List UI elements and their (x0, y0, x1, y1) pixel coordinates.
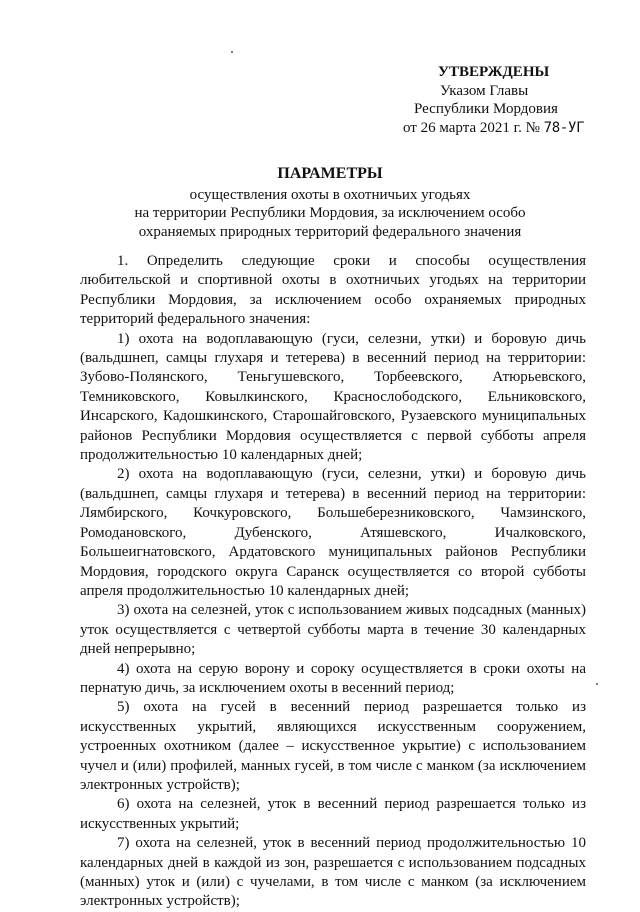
scan-speck (596, 683, 598, 685)
title-subtitle-line: на территории Республики Мордовия, за исключением особо (134, 205, 526, 221)
paragraph: 3) охота на селезней, уток с использованием живых подсадных (манных) уток осуществляется с четвертой субботы марта в течение 30 календарных дней непрерывно; (80, 602, 586, 658)
paragraph: 5) охота на гусей в весенний период разрешается только из искусственных укрытий, являющихся искусственным сооружением, устроенных охотником (далее – искусственное укрытие) с использованием чучел и (или) профилей, манных гусей, в том числе с манком (за исключением электронных устройств); (80, 699, 586, 793)
paragraph: 6) охота на селезней, уток в весенний период разрешается только из искусственных укрытий; (80, 796, 586, 832)
approval-number: 78-УГ (543, 119, 585, 136)
approval-title: УТВЕРЖДЕНЫ (438, 64, 550, 80)
title-subtitle-line: охраняемых природных территорий федерального значения (138, 223, 522, 240)
approval-stamp (396, 63, 626, 137)
title-heading: ПАРАМЕТРЫ (277, 165, 383, 182)
approval-date (396, 119, 626, 138)
document-body (80, 252, 586, 912)
approval-date-text: от 26 марта 2021 г. № (403, 119, 540, 136)
paragraph: 1. Определить следующие сроки и способы осуществления любительской и спортивной охоты в охотничьих угодьях на территории Республики Мордовия, за исключением особо охраняемых природных территорий федерального значения: (80, 253, 586, 328)
approval-decree: Указом Главы (440, 82, 529, 99)
paragraph: 7) охота на селезней, уток в весенний период продолжительностью 10 календарных дней в каждой из зон, разрешается с использованием подсадных (манных) уток и (или) с чучелами, в том числе с манком (за исключением электронных устройств); (80, 835, 586, 910)
title-subtitle-line: осуществления охоты в охотничьих угодьях (189, 186, 471, 203)
approval-republic: Республики Мордовия (414, 101, 558, 117)
scan-speck (231, 51, 233, 53)
paragraph: 2) охота на водоплавающую (гуси, селезни, утки) и боровую дичь (вальдшнеп, самцы глухаря и тетерева) в весенний период на территории: Лямбирского, Кочкуровского, Большеберезниковского, Чамзинского, Ромодановского, Дубенского, Атяшевского, Ичалковского, Большеигнатовского, Ардатовского муниципальных районов Республики Мордовия, городского округа Саранск осуществляется со второй субботы апреля продолжительностью 10 календарных дней; (80, 466, 586, 599)
document-title (80, 165, 580, 241)
paragraph: 4) охота на серую ворону и сороку осуществляется в сроки охоты на пернатую дичь, за исключением охоты в весенний период; (80, 660, 586, 696)
paragraph: 1) охота на водоплавающую (гуси, селезни, утки) и боровую дичь (вальдшнеп, самцы глухаря и тетерева) в весенний период на территории: Зубово-Полянского, Теньгушевского, Торбеевского, Атюрьевского, Темниковского, Ковылкинского, Краснослободского, Ельниковского, Инсарского, Кадошкинского, Старошайговского, Рузаевского муниципальных районов Республики Мордовия осуществляется с первой субботы апреля продолжительностью 10 календарных дней; (80, 330, 586, 464)
